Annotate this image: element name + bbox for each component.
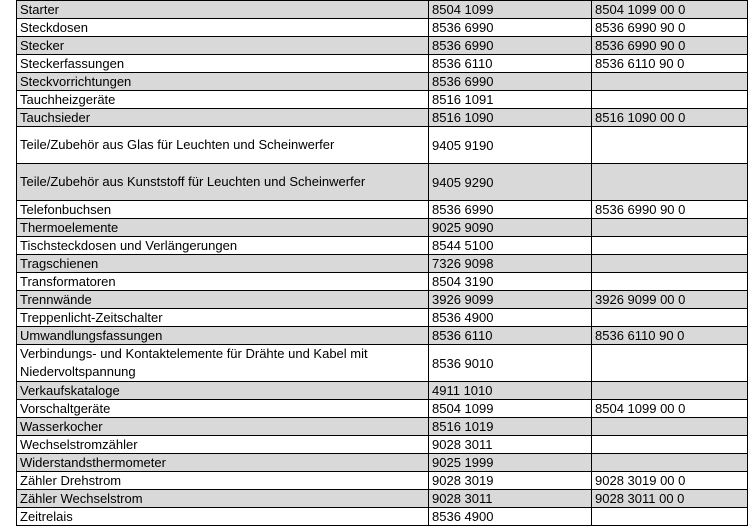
tariff-code-cell: 8536 6990	[429, 73, 592, 91]
table-row	[17, 109, 748, 127]
detailed-tariff-code-cell: 8536 6990 90 0	[592, 37, 748, 55]
detailed-tariff-code-cell	[592, 309, 748, 327]
table-row	[17, 201, 748, 219]
tariff-code-cell: 7326 9098	[429, 255, 592, 273]
table-row	[17, 1, 748, 19]
tariff-code-cell: 8516 1019	[429, 418, 592, 436]
table-row	[17, 436, 748, 454]
tariff-code-cell: 9028 3011	[429, 436, 592, 454]
tariff-code-cell: 8536 6110	[429, 55, 592, 73]
detailed-tariff-code-cell	[592, 255, 748, 273]
product-description-cell: Tauchheizgeräte	[17, 91, 429, 109]
tariff-code-cell: 8536 6990	[429, 19, 592, 37]
table-row	[17, 454, 748, 472]
detailed-tariff-code-cell	[592, 273, 748, 291]
detailed-tariff-code-cell	[592, 454, 748, 472]
detailed-tariff-code-cell: 8504 1099 00 0	[592, 400, 748, 418]
detailed-tariff-code-cell: 3926 9099 00 0	[592, 291, 748, 309]
detailed-tariff-code-cell: 9028 3011 00 0	[592, 490, 748, 508]
product-description-cell: Tischsteckdosen und Verlängerungen	[17, 237, 429, 255]
tariff-code-cell: 9405 9190	[429, 127, 592, 164]
product-description-cell: Transformatoren	[17, 273, 429, 291]
detailed-tariff-code-cell	[592, 382, 748, 400]
tariff-code-cell: 8536 6990	[429, 201, 592, 219]
detailed-tariff-code-cell	[592, 219, 748, 237]
table-row	[17, 327, 748, 345]
table-row	[17, 309, 748, 327]
table-row	[17, 255, 748, 273]
tariff-code-cell: 9028 3019	[429, 472, 592, 490]
detailed-tariff-code-cell	[592, 91, 748, 109]
product-description-cell: Steckvorrichtungen	[17, 73, 429, 91]
table-row	[17, 19, 748, 37]
detailed-tariff-code-cell	[592, 345, 748, 382]
detailed-tariff-code-cell: 8536 6990 90 0	[592, 19, 748, 37]
product-description-cell: Teile/Zubehör aus Glas für Leuchten und Scheinwerfer	[17, 127, 429, 164]
product-description-cell: Verbindungs- und Kontaktelemente für Drähte und Kabel mit Niedervoltspannung	[17, 345, 429, 382]
detailed-tariff-code-cell: 8536 6110 90 0	[592, 55, 748, 73]
detailed-tariff-code-cell: 8536 6110 90 0	[592, 327, 748, 345]
product-description-cell: Zähler Wechselstrom	[17, 490, 429, 508]
product-description-cell: Thermoelemente	[17, 219, 429, 237]
product-description-cell: Vorschaltgeräte	[17, 400, 429, 418]
table-row	[17, 164, 748, 201]
detailed-tariff-code-cell: 9028 3019 00 0	[592, 472, 748, 490]
tariff-code-cell: 8504 1099	[429, 1, 592, 19]
product-description-cell: Zeitrelais	[17, 508, 429, 526]
detailed-tariff-code-cell	[592, 73, 748, 91]
table-row	[17, 273, 748, 291]
detailed-tariff-code-cell	[592, 127, 748, 164]
table-row	[17, 219, 748, 237]
table-row	[17, 472, 748, 490]
tariff-code-cell: 9405 9290	[429, 164, 592, 201]
table-row	[17, 73, 748, 91]
table-row	[17, 291, 748, 309]
product-description-cell: Tauchsieder	[17, 109, 429, 127]
product-description-cell: Verkaufskataloge	[17, 382, 429, 400]
product-description-cell: Steckerfassungen	[17, 55, 429, 73]
table-row	[17, 345, 748, 382]
tariff-code-cell: 8516 1091	[429, 91, 592, 109]
product-description-cell: Stecker	[17, 37, 429, 55]
product-description-cell: Trennwände	[17, 291, 429, 309]
detailed-tariff-code-cell	[592, 237, 748, 255]
tariff-code-cell: 8536 4900	[429, 309, 592, 327]
tariff-code-cell: 4911 1010	[429, 382, 592, 400]
product-description-cell: Starter	[17, 1, 429, 19]
table-row	[17, 37, 748, 55]
tariff-code-cell: 8504 1099	[429, 400, 592, 418]
table-row	[17, 127, 748, 164]
detailed-tariff-code-cell: 8504 1099 00 0	[592, 1, 748, 19]
table-row	[17, 237, 748, 255]
tariff-code-cell: 3926 9099	[429, 291, 592, 309]
table-body	[17, 1, 748, 526]
product-description-cell: Treppenlicht-Zeitschalter	[17, 309, 429, 327]
product-description-cell: Telefonbuchsen	[17, 201, 429, 219]
table-row	[17, 508, 748, 526]
detailed-tariff-code-cell	[592, 436, 748, 454]
detailed-tariff-code-cell: 8516 1090 00 0	[592, 109, 748, 127]
tariff-code-table	[16, 0, 748, 526]
tariff-code-cell: 8536 9010	[429, 345, 592, 382]
tariff-code-cell: 8536 4900	[429, 508, 592, 526]
product-description-cell: Steckdosen	[17, 19, 429, 37]
tariff-code-cell: 9028 3011	[429, 490, 592, 508]
tariff-code-cell: 8536 6990	[429, 37, 592, 55]
table-row	[17, 400, 748, 418]
table-row	[17, 418, 748, 436]
tariff-code-cell: 8536 6110	[429, 327, 592, 345]
detailed-tariff-code-cell: 8536 6990 90 0	[592, 201, 748, 219]
detailed-tariff-code-cell	[592, 508, 748, 526]
tariff-code-cell: 8544 5100	[429, 237, 592, 255]
product-description-cell: Wechselstromzähler	[17, 436, 429, 454]
product-description-cell: Widerstandsthermometer	[17, 454, 429, 472]
product-description-cell: Tragschienen	[17, 255, 429, 273]
table-row	[17, 490, 748, 508]
detailed-tariff-code-cell	[592, 164, 748, 201]
tariff-code-cell: 9025 1999	[429, 454, 592, 472]
product-description-cell: Zähler Drehstrom	[17, 472, 429, 490]
table-row	[17, 91, 748, 109]
product-description-cell: Umwandlungsfassungen	[17, 327, 429, 345]
detailed-tariff-code-cell	[592, 418, 748, 436]
table-row	[17, 382, 748, 400]
table-row	[17, 55, 748, 73]
product-description-cell: Teile/Zubehör aus Kunststoff für Leuchten und Scheinwerfer	[17, 164, 429, 201]
tariff-code-cell: 8504 3190	[429, 273, 592, 291]
product-description-cell: Wasserkocher	[17, 418, 429, 436]
tariff-code-cell: 9025 9090	[429, 219, 592, 237]
tariff-code-cell: 8516 1090	[429, 109, 592, 127]
